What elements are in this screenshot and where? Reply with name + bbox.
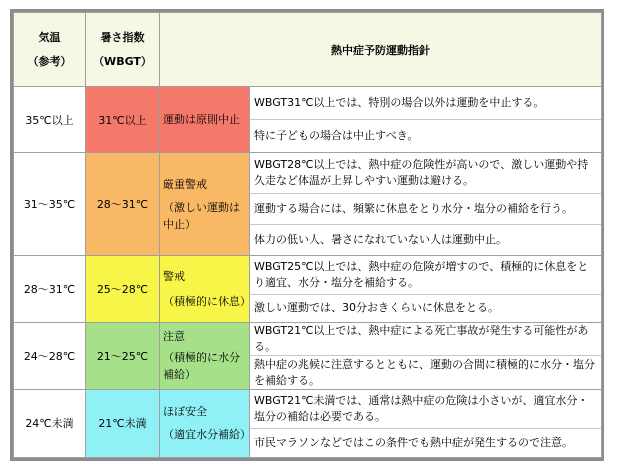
header-air-temp-line2: （参考）: [27, 54, 72, 68]
level-note: （激しい運動は中止）: [163, 200, 240, 231]
wbgt-guideline-table: [13, 12, 602, 458]
level-note: （積極的に休息）: [163, 295, 251, 309]
header-guideline: 熱中症予防運動指針: [160, 13, 602, 87]
guidance-cell: [250, 389, 602, 457]
level-cell: [160, 389, 250, 457]
guidance-line: WBGT21℃未満では、通常は熱中症の危険は小さいが、適宜水分・塩分の補給は必要である。: [254, 394, 589, 424]
guidance-line: 特に子どもの場合は中止すべき。: [250, 119, 601, 152]
guidance-line: 熱中症の兆候に注意するとともに、運動の合間に積極的に水分・塩分を補給する。: [250, 355, 601, 389]
wbgt-cell: 25～28℃: [86, 256, 160, 322]
guidance-line: WBGT21℃以上では、熱中症による死亡事故が発生する可能性がある。: [254, 323, 589, 353]
guidance-line: WBGT25℃以上では、熱中症の危険が増すので、積極的に休息をとり適宜、水分・塩分を補給する。: [254, 260, 589, 290]
level-label: ほぼ安全: [163, 405, 207, 419]
guidance-cell: [250, 87, 602, 153]
guidance-line: 運動する場合には、頻繁に休息をとり水分・塩分の補給を行う。: [250, 193, 601, 224]
guidance-cell: [250, 153, 602, 256]
table-row: [14, 87, 602, 153]
guidance-line: 激しい運動では、30分おきくらいに休息をとる。: [250, 294, 601, 322]
level-note: （積極的に水分補給）: [163, 351, 240, 382]
table-row: [14, 389, 602, 457]
header-wbgt-line2: （WBGT）: [93, 54, 152, 68]
guidance-cell: [250, 256, 602, 322]
level-cell: [160, 256, 250, 322]
guidance-line: 体力の低い人、暑さになれていない人は運動中止。: [250, 224, 601, 255]
level-note: （適宜水分補給）: [163, 428, 251, 442]
wbgt-cell: 21～25℃: [86, 322, 160, 389]
wbgt-cell: 31℃以上: [86, 87, 160, 153]
air-temp-cell: 31～35℃: [14, 153, 86, 256]
header-wbgt-line1: 暑さ指数: [100, 30, 145, 44]
level-label: 運動は原則中止: [163, 113, 240, 127]
table-header-row: [14, 13, 602, 87]
guidance-line: WBGT31℃以上では、特別の場合以外は運動を中止する。: [254, 96, 545, 110]
header-wbgt: [86, 13, 160, 87]
table-row: [14, 256, 602, 322]
air-temp-cell: 24℃未満: [14, 389, 86, 457]
level-label: 警戒: [163, 270, 185, 284]
wbgt-cell: 28～31℃: [86, 153, 160, 256]
guidance-cell: [250, 322, 602, 389]
level-cell: [160, 322, 250, 389]
air-temp-cell: 35℃以上: [14, 87, 86, 153]
level-label: 注意: [163, 330, 185, 344]
level-cell: [160, 153, 250, 256]
header-air-temp: [14, 13, 86, 87]
level-label: 厳重警戒: [163, 177, 207, 191]
guidance-line: WBGT28℃以上では、熱中症の危険性が高いので、激しい運動や持久走など体温が上昇しやすい運動は避ける。: [254, 157, 589, 187]
air-temp-cell: 24～28℃: [14, 322, 86, 389]
wbgt-guideline-table-frame: [10, 9, 604, 461]
wbgt-cell: 21℃未満: [86, 389, 160, 457]
header-air-temp-line1: 気温: [38, 30, 61, 44]
guidance-line: 市民マラソンなどではこの条件でも熱中症が発生するので注意。: [250, 428, 601, 457]
table-row: [14, 322, 602, 389]
table-row: [14, 153, 602, 256]
level-cell: [160, 87, 250, 153]
air-temp-cell: 28～31℃: [14, 256, 86, 322]
